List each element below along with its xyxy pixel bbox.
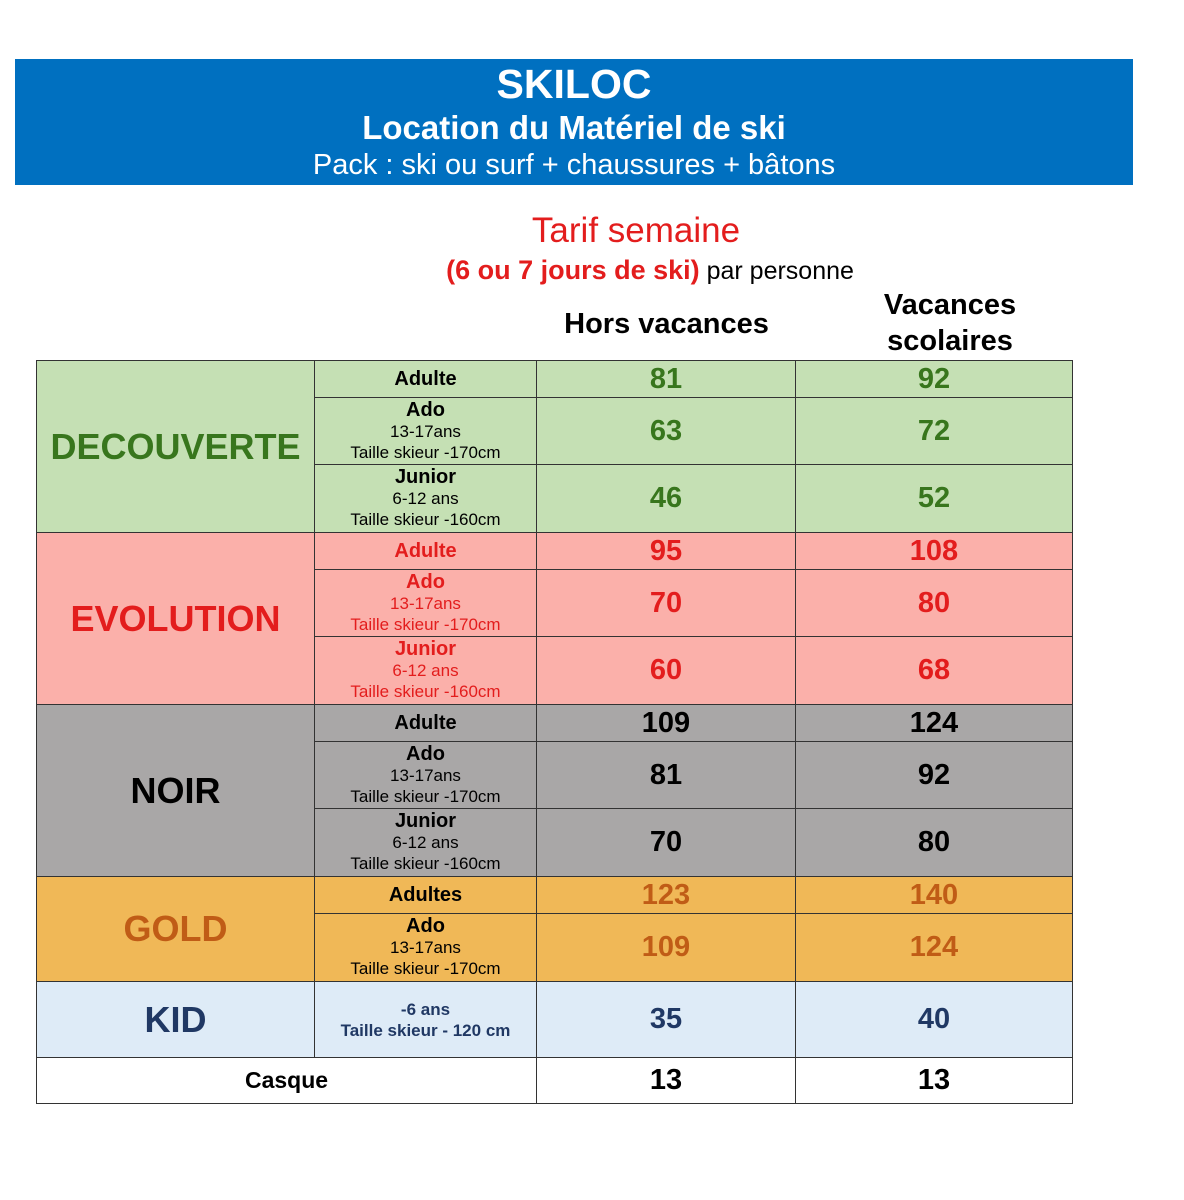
row-age: 6-12 ans bbox=[392, 489, 459, 508]
row-taille: Taille skieur -170cm bbox=[350, 614, 501, 634]
row-taille: Taille skieur -160cm bbox=[350, 510, 501, 529]
row-label-cell bbox=[315, 570, 537, 637]
row-taille: Taille skieur -170cm bbox=[350, 442, 501, 462]
tarif-close-paren: ) bbox=[690, 255, 700, 285]
tarif-days: 6 ou 7 jours de ski bbox=[455, 255, 691, 285]
row-label-cell bbox=[315, 809, 537, 877]
row-label-cell bbox=[315, 877, 537, 914]
tarif-open-paren: ( bbox=[446, 255, 456, 285]
price-hors-vacances: 63 bbox=[537, 398, 796, 465]
row-label: Adultes bbox=[388, 883, 463, 906]
category-gold: GOLD bbox=[37, 877, 315, 982]
row-label-cell bbox=[315, 742, 537, 809]
price-vacances-scolaires: 13 bbox=[796, 1058, 1073, 1104]
table-row bbox=[37, 877, 1073, 914]
price-hors-vacances: 123 bbox=[537, 877, 796, 914]
row-age: -6 ans bbox=[400, 999, 451, 1019]
row-label-cell bbox=[315, 637, 537, 705]
column-header-vacances-line2: scolaires bbox=[887, 325, 1013, 357]
price-table bbox=[36, 360, 1073, 1104]
casque-label: Casque bbox=[37, 1058, 537, 1104]
row-label-cell bbox=[315, 982, 537, 1058]
column-header-hors-vacances: Hors vacances bbox=[564, 308, 769, 340]
price-hors-vacances: 109 bbox=[537, 914, 796, 982]
header-banner bbox=[15, 59, 1133, 185]
row-age: 6-12 ans bbox=[392, 833, 459, 852]
row-label: Ado bbox=[406, 742, 445, 765]
price-hors-vacances: 13 bbox=[537, 1058, 796, 1104]
price-hors-vacances: 70 bbox=[537, 570, 796, 637]
price-hors-vacances: 46 bbox=[537, 465, 796, 533]
row-label-cell bbox=[315, 465, 537, 533]
category-kid: KID bbox=[37, 982, 315, 1058]
row-taille: Taille skieur - 120 cm bbox=[340, 1020, 511, 1040]
row-label: Junior bbox=[394, 638, 457, 660]
price-hors-vacances: 109 bbox=[537, 705, 796, 742]
table-row bbox=[37, 1058, 1073, 1104]
tarif-subtitle bbox=[300, 254, 1000, 287]
row-label-cell bbox=[315, 361, 537, 398]
row-label-cell bbox=[315, 398, 537, 465]
row-label: Junior bbox=[394, 810, 457, 832]
price-vacances-scolaires: 140 bbox=[796, 877, 1073, 914]
tarif-per-person: par personne bbox=[699, 257, 854, 285]
price-hors-vacances: 60 bbox=[537, 637, 796, 705]
price-vacances-scolaires: 92 bbox=[796, 742, 1073, 809]
category-noir: NOIR bbox=[37, 705, 315, 877]
price-vacances-scolaires: 80 bbox=[796, 809, 1073, 877]
row-label: Adulte bbox=[394, 367, 457, 390]
row-label-cell bbox=[315, 914, 537, 982]
price-hors-vacances: 35 bbox=[537, 982, 796, 1058]
table-row bbox=[37, 982, 1073, 1058]
price-vacances-scolaires: 92 bbox=[796, 361, 1073, 398]
row-taille: Taille skieur -160cm bbox=[350, 682, 501, 701]
price-vacances-scolaires: 72 bbox=[796, 398, 1073, 465]
table-row bbox=[37, 361, 1073, 398]
pack-description: Pack : ski ou surf + chaussures + bâtons bbox=[312, 149, 836, 181]
price-vacances-scolaires: 124 bbox=[796, 914, 1073, 982]
row-label: Adulte bbox=[394, 711, 457, 734]
row-label: Junior bbox=[394, 466, 457, 488]
banner-subtitle: Location du Matériel de ski bbox=[362, 109, 786, 146]
price-hors-vacances: 95 bbox=[537, 533, 796, 570]
tarif-title: Tarif semaine bbox=[531, 211, 741, 250]
price-hors-vacances: 70 bbox=[537, 809, 796, 877]
row-age: 13-17ans bbox=[390, 938, 461, 957]
row-age: 13-17ans bbox=[390, 765, 461, 785]
row-taille: Taille skieur -170cm bbox=[350, 786, 501, 806]
brand-title: SKILOC bbox=[496, 61, 652, 107]
price-hors-vacances: 81 bbox=[537, 361, 796, 398]
price-hors-vacances: 81 bbox=[537, 742, 796, 809]
row-age: 13-17ans bbox=[390, 421, 461, 441]
price-vacances-scolaires: 68 bbox=[796, 637, 1073, 705]
row-taille: Taille skieur -160cm bbox=[350, 854, 501, 873]
category-evolution: EVOLUTION bbox=[37, 533, 315, 705]
price-vacances-scolaires: 52 bbox=[796, 465, 1073, 533]
row-label-cell bbox=[315, 705, 537, 742]
row-age: 6-12 ans bbox=[392, 661, 459, 680]
row-taille: Taille skieur -170cm bbox=[350, 959, 501, 978]
row-label: Ado bbox=[406, 398, 445, 421]
price-vacances-scolaires: 80 bbox=[796, 570, 1073, 637]
column-header-vacances-line1: Vacances bbox=[883, 289, 1017, 321]
price-vacances-scolaires: 40 bbox=[796, 982, 1073, 1058]
row-label: Adulte bbox=[394, 539, 457, 562]
category-decouverte: DECOUVERTE bbox=[37, 361, 315, 533]
row-label: Ado bbox=[406, 570, 445, 593]
column-header-vacances-scolaires bbox=[827, 287, 1073, 359]
price-vacances-scolaires: 108 bbox=[796, 533, 1073, 570]
row-label: Ado bbox=[406, 915, 445, 937]
row-age: 13-17ans bbox=[390, 593, 461, 613]
row-label-cell bbox=[315, 533, 537, 570]
table-row bbox=[37, 705, 1073, 742]
table-row bbox=[37, 533, 1073, 570]
price-vacances-scolaires: 124 bbox=[796, 705, 1073, 742]
